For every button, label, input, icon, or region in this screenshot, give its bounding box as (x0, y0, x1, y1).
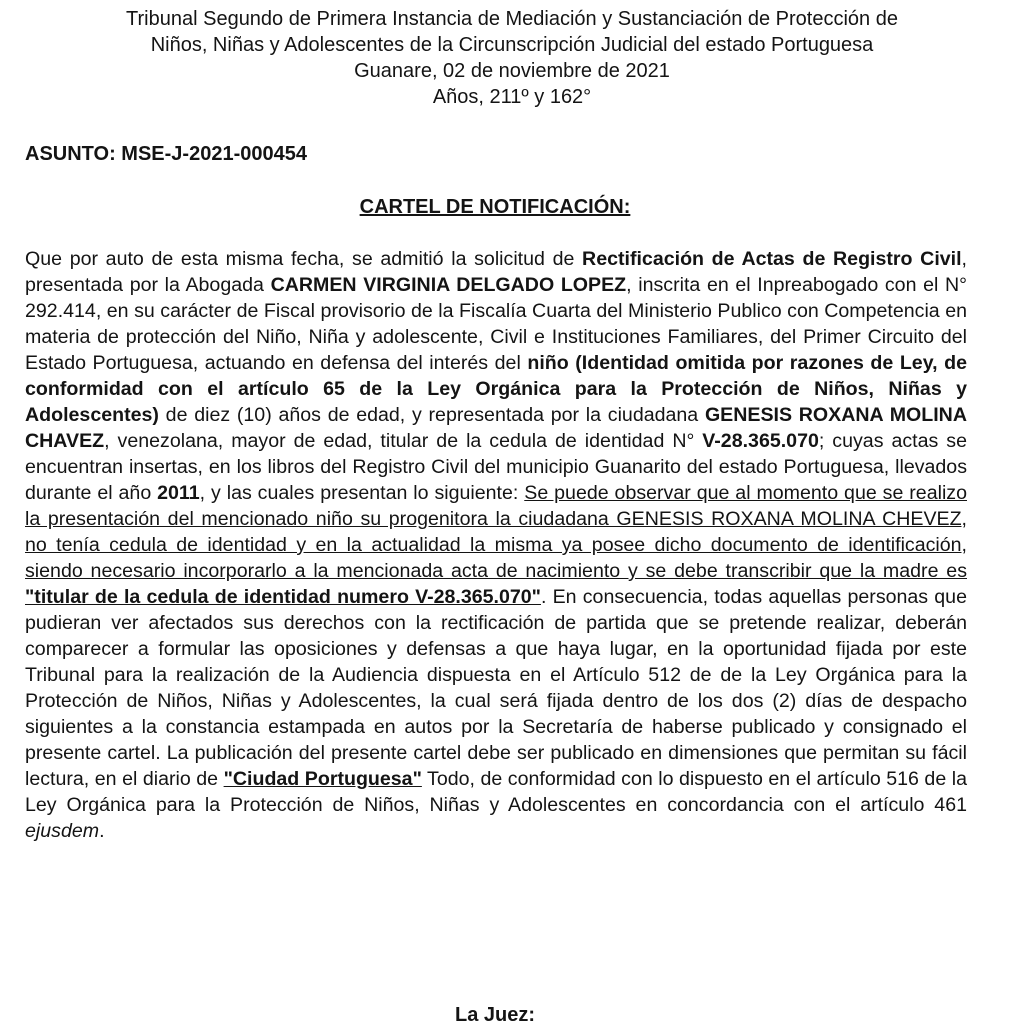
body-text-9: Todo, de conformidad con lo dispuesto en el artículo 516 de la Ley Orgánica para la Protección de Niños, Niñas y Adolescentes en concordancia con el artículo 461 (25, 768, 967, 816)
body-bold-2: CARMEN VIRGINIA DELGADO LOPEZ (270, 274, 627, 296)
body-underlined-1: Se puede observar que al momento que se realizo la presentación del mencionado niño su progenitora la ciudadana GENESIS ROXANA MOLINA CHEVEZ, no tenía cedula de identidad y en la actualidad la misma ya posee dicho documento de identificación, siendo necesario incorporarlo a la mencionada acta de nacimiento y se debe transcribir que la madre es (25, 482, 967, 582)
body-text-4: de diez (10) años de edad, y representada por la ciudadana (158, 404, 705, 426)
body-text-5: , venezolana, mayor de edad, titular de la cedula de identidad N° (104, 430, 703, 452)
body-text-2: , presentada por la Abogada (25, 248, 967, 296)
body-bold-3: niño (Identidad omitida por razones de Ley, de conformidad con el artículo 65 de la Ley Orgánica para la Protección de Niños, Niñas y Adolescentes) (25, 352, 967, 426)
body-italic-1: ejusdem (25, 820, 100, 842)
court-name-line-2: Niños, Niñas y Adolescentes de la Circunscripción Judicial del estado Portuguesa (150, 34, 874, 56)
body-bold-4: GENESIS ROXANA MOLINA CHAVEZ (25, 404, 967, 452)
body-text-6: ; cuyas actas se encuentran insertas, en los libros del Registro Civil del municipio Guanarito del estado Portuguesa, llevados durante el año (25, 430, 967, 504)
case-number: ASUNTO: MSE-J-2021-000454 (25, 143, 307, 165)
document-title: CARTEL DE NOTIFICACIÓN: (359, 196, 631, 218)
body-text-7: , y las cuales presentan lo siguiente: (199, 482, 525, 504)
place-date: Guanare, 02 de noviembre de 2021 (354, 60, 670, 82)
body-text-3: , inscrita en el Inpreabogado con el N° 292.414, en su carácter de Fiscal provisorio de la Fiscalía Cuarta del Ministerio Publico con Competencia en materia de protección del Niño, Niña y adolescente, Civil e Instituciones Familiares, del Primer Circuito del Estado Portuguesa, actuando en defensa del interés del (25, 274, 967, 374)
body-underlined-bold-1: "titular de la cedula de identidad numero V-28.365.070" (25, 586, 541, 608)
court-name-line-1: Tribunal Segundo de Primera Instancia de Mediación y Sustanciación de Protección de (126, 8, 898, 30)
years-line: Años, 211º y 162° (432, 86, 592, 108)
body-text-10: . (99, 820, 105, 842)
body-bold-6: 2011 (157, 482, 200, 504)
body-text-1: Que por auto de esta misma fecha, se admitió la solicitud de (25, 248, 583, 270)
body-text-8: . En consecuencia, todas aquellas personas que pudieran ver afectados sus derechos con la rectificación de partida que se pretende realizar, deberán comparecer a formular las oposiciones y defensas a que haya lugar, en la oportunidad fijada por este Tribunal para la realización de la Audiencia dispuesta en el Artículo 512 de de la Ley Orgánica para la Protección de Niños, Niñas y Adolescentes, la cual será fijada dentro de los dos (2) días de despacho siguientes a la constancia estampada en autos por la Secretaría de haberse publicado y consignado el presente cartel. La publicación del presente cartel debe ser publicado en dimensiones que permitan su fácil lectura, en el diario de (25, 586, 967, 790)
body-underlined-bold-2: "Ciudad Portuguesa" (223, 768, 422, 790)
body-bold-5: V-28.365.070 (702, 430, 819, 452)
court-header (0, 6, 1024, 110)
body-bold-1: Rectificación de Actas de Registro Civil (582, 248, 962, 270)
signature-label: La Juez: (454, 1004, 536, 1026)
notification-body (25, 246, 967, 844)
